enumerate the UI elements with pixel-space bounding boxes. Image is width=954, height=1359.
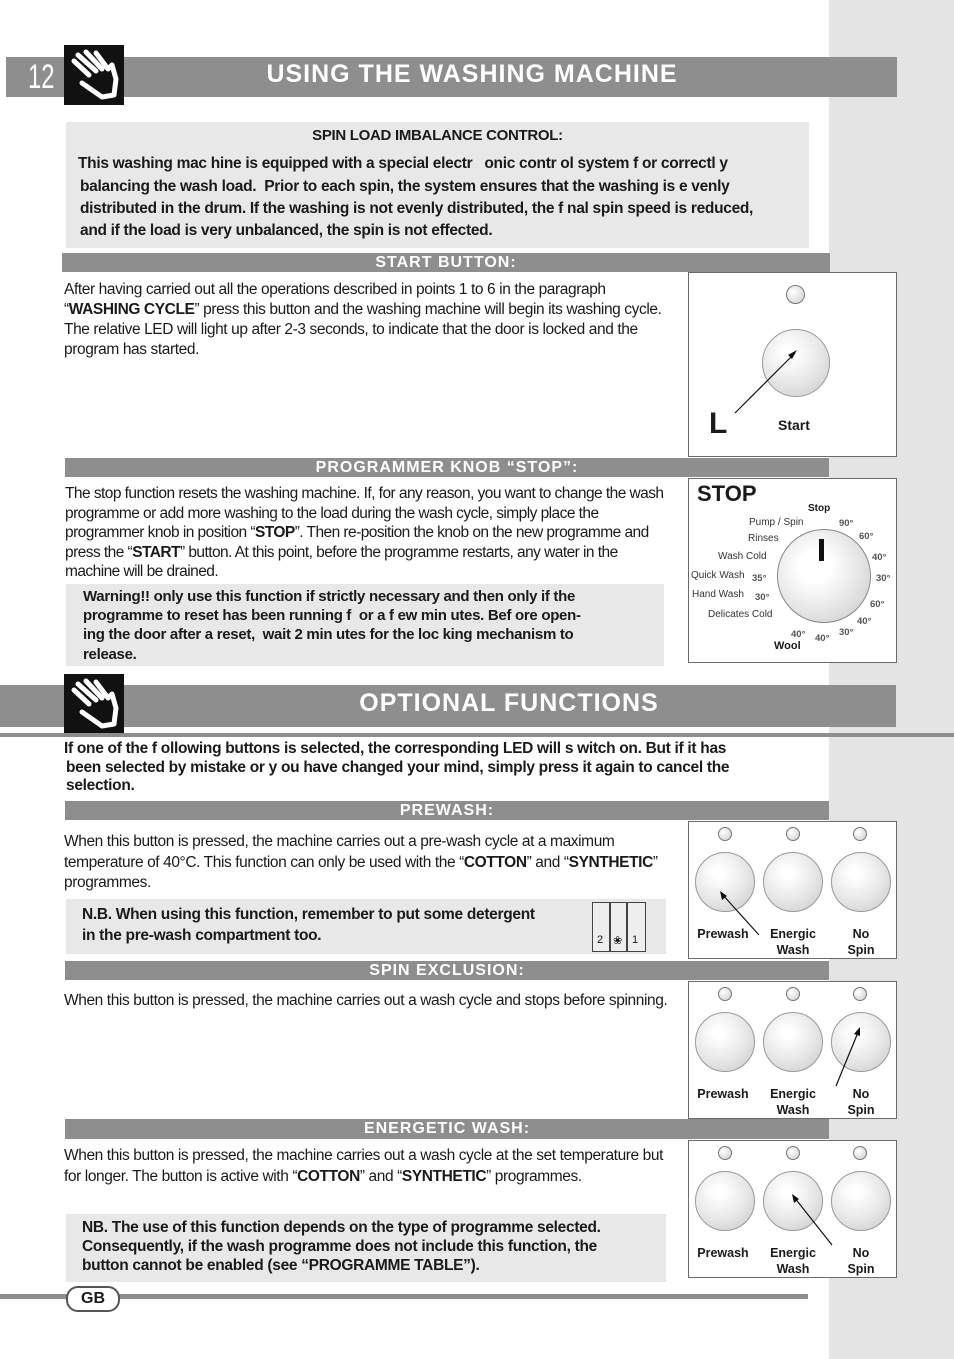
programmer-stop-text <box>65 484 669 582</box>
optional-intro-line: If one of the f ollowing buttons is selected, the corresponding LED will s witch on. But if it has <box>64 740 727 757</box>
energic-wash-label: Wash <box>776 1262 810 1276</box>
dial-wool-label: Wool <box>774 640 801 652</box>
no-spin-label: Spin <box>847 1103 875 1117</box>
energetic-note-line: NB. The use of this function depends on the type of programme selected. <box>82 1219 601 1236</box>
energetic-wash-button-panel <box>688 1140 897 1278</box>
dial-temp: 30° <box>876 573 891 584</box>
dial-label: Pump / Spin <box>749 517 804 528</box>
drawer-compartment-label: 1 <box>632 934 639 946</box>
energetic-wash-text <box>64 1146 668 1187</box>
start-panel-letter: L <box>709 407 728 440</box>
no-spin-label: No <box>852 1087 870 1101</box>
no-spin-label: No <box>852 1246 870 1260</box>
dial-label: Quick Wash <box>691 570 745 581</box>
start-button-heading: START BUTTON: <box>62 253 830 272</box>
stop-text-3: ” button. At this point, before the programme restarts, any water in the machine will be drained. <box>65 543 618 581</box>
page-number: 12 <box>28 58 55 96</box>
optional-intro-line: been selected by mistake or y ou have changed your mind, simply press it again to cancel the <box>66 759 730 776</box>
dial-stop-label: Stop <box>808 503 831 514</box>
programmer-stop-heading: PROGRAMMER KNOB “STOP”: <box>65 458 829 477</box>
softener-flower-icon: ❀ <box>613 935 623 947</box>
language-badge: GB <box>66 1286 120 1312</box>
dial-label: Hand Wash <box>692 589 744 600</box>
energetic-text-bold-1: COTTON <box>297 1167 360 1185</box>
energic-wash-label: Energic <box>770 1246 816 1260</box>
prewash-button-panel <box>688 821 897 959</box>
energetic-text-1: When this button is pressed, the machine carries out a wash cycle at the set temperature but for longer. The button is active with “ <box>64 1147 664 1185</box>
stop-text-bold-2: START <box>132 543 180 561</box>
spin-load-heading: SPIN LOAD IMBALANCE CONTROL: <box>312 127 563 144</box>
stop-warning-line: programme to reset has been running f or a f ew min utes. Bef ore open- <box>83 607 581 624</box>
dial-label: Wash Cold <box>718 551 767 562</box>
stop-warning-line: release. <box>83 646 137 663</box>
prewash-text-bold-2: SYNTHETIC <box>568 853 653 871</box>
main-title: USING THE WASHING MACHINE <box>266 60 678 88</box>
spin-load-line: balancing the wash load. Prior to each spin, the system ensures that the washing is e venly <box>80 178 730 195</box>
no-spin-label: No <box>852 927 870 941</box>
dial-temp: 30° <box>755 592 770 603</box>
start-button-text <box>64 280 670 360</box>
dial-temp: 40° <box>791 629 806 640</box>
prewash-heading: PREWASH: <box>65 801 829 820</box>
spin-exclusion-heading: SPIN EXCLUSION: <box>65 961 829 980</box>
stop-warning-line: Warning!! only use this function if strictly necessary and then only if the <box>83 588 576 605</box>
spin-exclusion-text: When this button is pressed, the machine carries out a wash cycle and stops before spinning. <box>64 992 668 1009</box>
drawer-divider <box>609 903 611 951</box>
hand-icon <box>64 45 124 105</box>
prewash-text-bold-1: COTTON <box>463 853 527 871</box>
drawer-compartment-label: 2 <box>597 934 604 946</box>
optional-divider <box>0 733 954 737</box>
prewash-text-3: ” programmes. <box>64 853 658 891</box>
spin-load-line: distributed in the drum. If the washing is not evenly distributed, the f nal spin speed is reduced, <box>80 200 754 217</box>
dial-temp: 40° <box>857 616 872 627</box>
energetic-note-line: Consequently, if the wash programme does not include this function, the <box>82 1238 597 1255</box>
detergent-drawer-icon <box>592 902 646 952</box>
start-text-2: ” press this button and the washing machine will begin its washing cycle. The relative LED will light up after 2-3 seconds, to indicate that the door is locked and the program has started. <box>64 301 662 358</box>
energetic-wash-heading: ENERGETIC WASH: <box>65 1119 829 1139</box>
energic-wash-label: Wash <box>776 1103 810 1117</box>
dial-temp: 40° <box>872 552 887 563</box>
knob-indicator <box>819 539 824 561</box>
dial-temp: 90° <box>839 518 854 529</box>
no-spin-label: Spin <box>847 943 875 957</box>
start-text-1: After having carried out all the operations described in points 1 to 6 in the paragraph “ <box>64 281 606 318</box>
prewash-label: Prewash <box>697 1087 749 1101</box>
stop-text-bold-1: STOP <box>254 524 295 542</box>
dial-temp: 60° <box>859 531 874 542</box>
dial-label: Rinses <box>748 533 779 544</box>
stop-text-2: ”. Then re-position the knob on the new programme and press the “ <box>65 524 649 561</box>
energic-wash-label: Energic <box>770 1087 816 1101</box>
spin-load-line: and if the load is very unbalanced, the spin is not effected. <box>80 222 493 239</box>
dial-label: Delicates Cold <box>708 609 773 620</box>
dial-temp: 60° <box>870 599 885 610</box>
energetic-text-bold-2: SYNTHETIC <box>401 1167 487 1185</box>
stop-warning-line: ing the door after a reset, wait 2 min utes for the loc king mechanism to <box>83 626 574 643</box>
hand-icon <box>64 674 124 734</box>
start-button-panel <box>688 272 897 457</box>
prewash-text-2: ” and “ <box>526 853 569 871</box>
optional-intro-line: selection. <box>66 777 135 794</box>
start-panel-label: Start <box>778 417 810 433</box>
energetic-text-2: ” and “ <box>359 1167 402 1185</box>
prewash-label: Prewash <box>697 1246 749 1260</box>
dial-temp: 40° <box>815 633 830 644</box>
stop-text-1: The stop function resets the washing machine. If, for any reason, you want to change the wash programme or add more washing to the load during the wash cycle, simply place the programmer knob in position “ <box>65 485 664 542</box>
energic-wash-label: Energic <box>770 927 816 941</box>
drawer-divider <box>626 903 628 951</box>
no-spin-label: Spin <box>847 1262 875 1276</box>
programmer-knob[interactable] <box>777 529 874 623</box>
energic-wash-label: Wash <box>776 943 810 957</box>
prewash-note-line: in the pre-wash compartment too. <box>82 927 322 944</box>
dial-temp: 30° <box>839 627 854 638</box>
dial-temp: 35° <box>752 573 767 584</box>
dial-stop-title: STOP <box>697 481 757 506</box>
prewash-label: Prewash <box>697 927 749 941</box>
programmer-dial-panel <box>688 478 897 663</box>
prewash-text-1: When this button is pressed, the machine carries out a pre-wash cycle at a maximum temperature of 40°C. This function can only be used with the “ <box>64 833 615 871</box>
energetic-note-line: button cannot be enabled (see “PROGRAMME TABLE”). <box>82 1257 480 1274</box>
energetic-text-3: ” programmes. <box>486 1167 582 1185</box>
spin-exclusion-button-panel <box>688 981 897 1119</box>
spin-load-line: This washing mac hine is equipped with a special electr onic contr ol system f or correctl y <box>78 155 728 172</box>
prewash-text <box>64 832 668 894</box>
start-text-bold: WASHING CYCLE <box>68 301 195 318</box>
optional-title: OPTIONAL FUNCTIONS <box>359 689 659 717</box>
footer-rule <box>0 1294 808 1299</box>
prewash-note-line: N.B. When using this function, remember to put some detergent <box>82 906 535 923</box>
